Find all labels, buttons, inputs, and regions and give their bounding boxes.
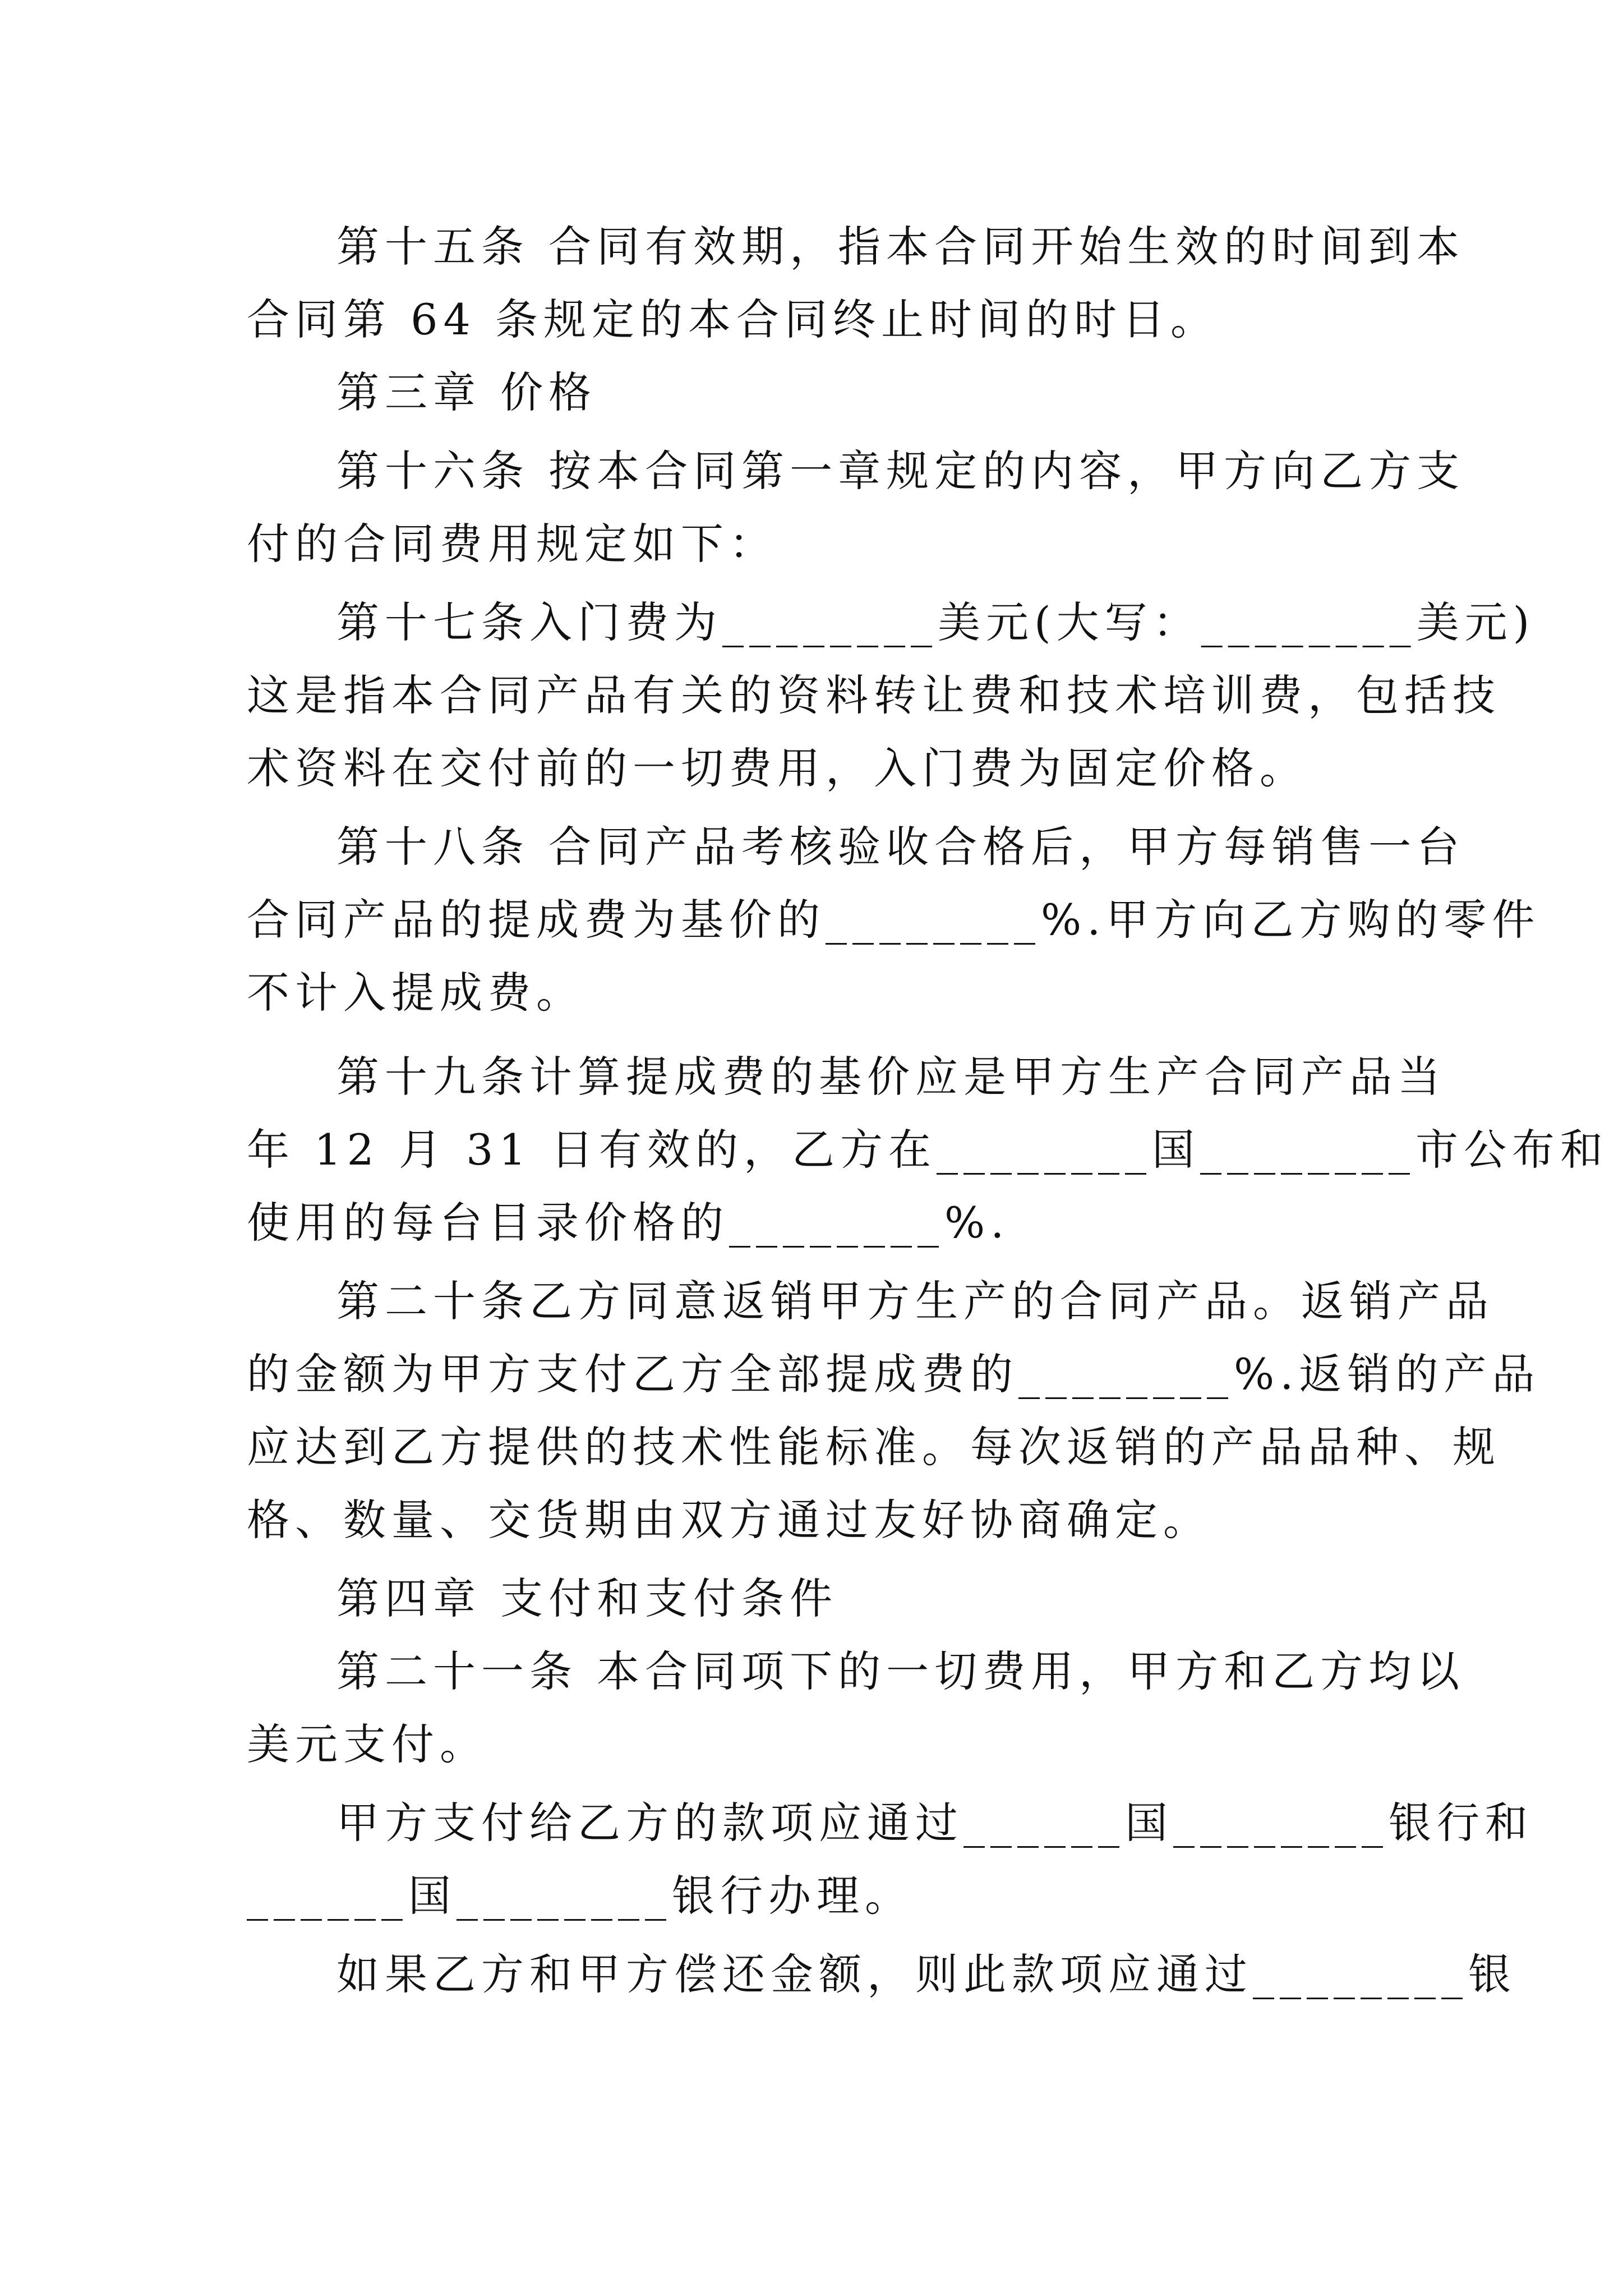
article-15-line-2: 合同第 64 条规定的本合同终止时间的时日。	[247, 295, 1219, 344]
article-17-line-2: 这是指本合同产品有关的资料转让费和技术培训费，包括技	[247, 670, 1501, 720]
article-20-line-2: 的金额为甲方支付乙方全部提成费的________%.返销的产品	[247, 1349, 1541, 1399]
article-20-line-4: 格、数量、交货期由双方通过友好协商确定。	[247, 1495, 1211, 1545]
article-21-line-1: 第二十一条 本合同项下的一切费用，甲方和乙方均以	[336, 1646, 1465, 1696]
chapter-4-heading: 第四章 支付和支付条件	[336, 1573, 838, 1623]
article-17-line-3: 术资料在交付前的一切费用，入门费为固定价格。	[247, 743, 1308, 793]
article-19-line-1: 第十九条计算提成费的基价应是甲方生产合同产品当	[336, 1052, 1446, 1102]
article-16-line-2: 付的合同费用规定如下：	[247, 519, 777, 569]
article-19-line-2: 年 12 月 31 日有效的，乙方在________国________市公布和	[247, 1125, 1609, 1175]
article-20-line-3: 应达到乙方提供的技术性能标准。每次返销的产品品种、规	[247, 1422, 1501, 1472]
payment-bank-line-1: 甲方支付给乙方的款项应通过______国________银行和	[336, 1798, 1533, 1848]
repayment-line-1: 如果乙方和甲方偿还金额，则此款项应通过________银	[336, 1949, 1516, 1999]
article-21-line-2: 美元支付。	[247, 1719, 488, 1769]
article-17-line-1: 第十七条入门费为________美元(大写：________美元)	[336, 597, 1536, 647]
article-16-line-1: 第十六条 按本合同第一章规定的内容，甲方向乙方支	[336, 446, 1465, 496]
article-19-line-3: 使用的每台目录价格的________%.	[247, 1198, 1010, 1248]
payment-bank-line-2: ______国________银行办理。	[247, 1871, 913, 1921]
article-18-line-3: 不计入提成费。	[247, 968, 584, 1018]
article-15-line-1: 第十五条 合同有效期，指本合同开始生效的时间到本	[336, 222, 1465, 272]
article-20-line-1: 第二十条乙方同意返销甲方生产的合同产品。返销产品	[336, 1276, 1494, 1326]
article-18-line-2: 合同产品的提成费为基价的________%.甲方向乙方购的零件	[247, 895, 1541, 945]
chapter-3-heading: 第三章 价格	[336, 367, 597, 417]
article-18-line-1: 第十八条 合同产品考核验收合格后，甲方每销售一台	[336, 822, 1465, 872]
